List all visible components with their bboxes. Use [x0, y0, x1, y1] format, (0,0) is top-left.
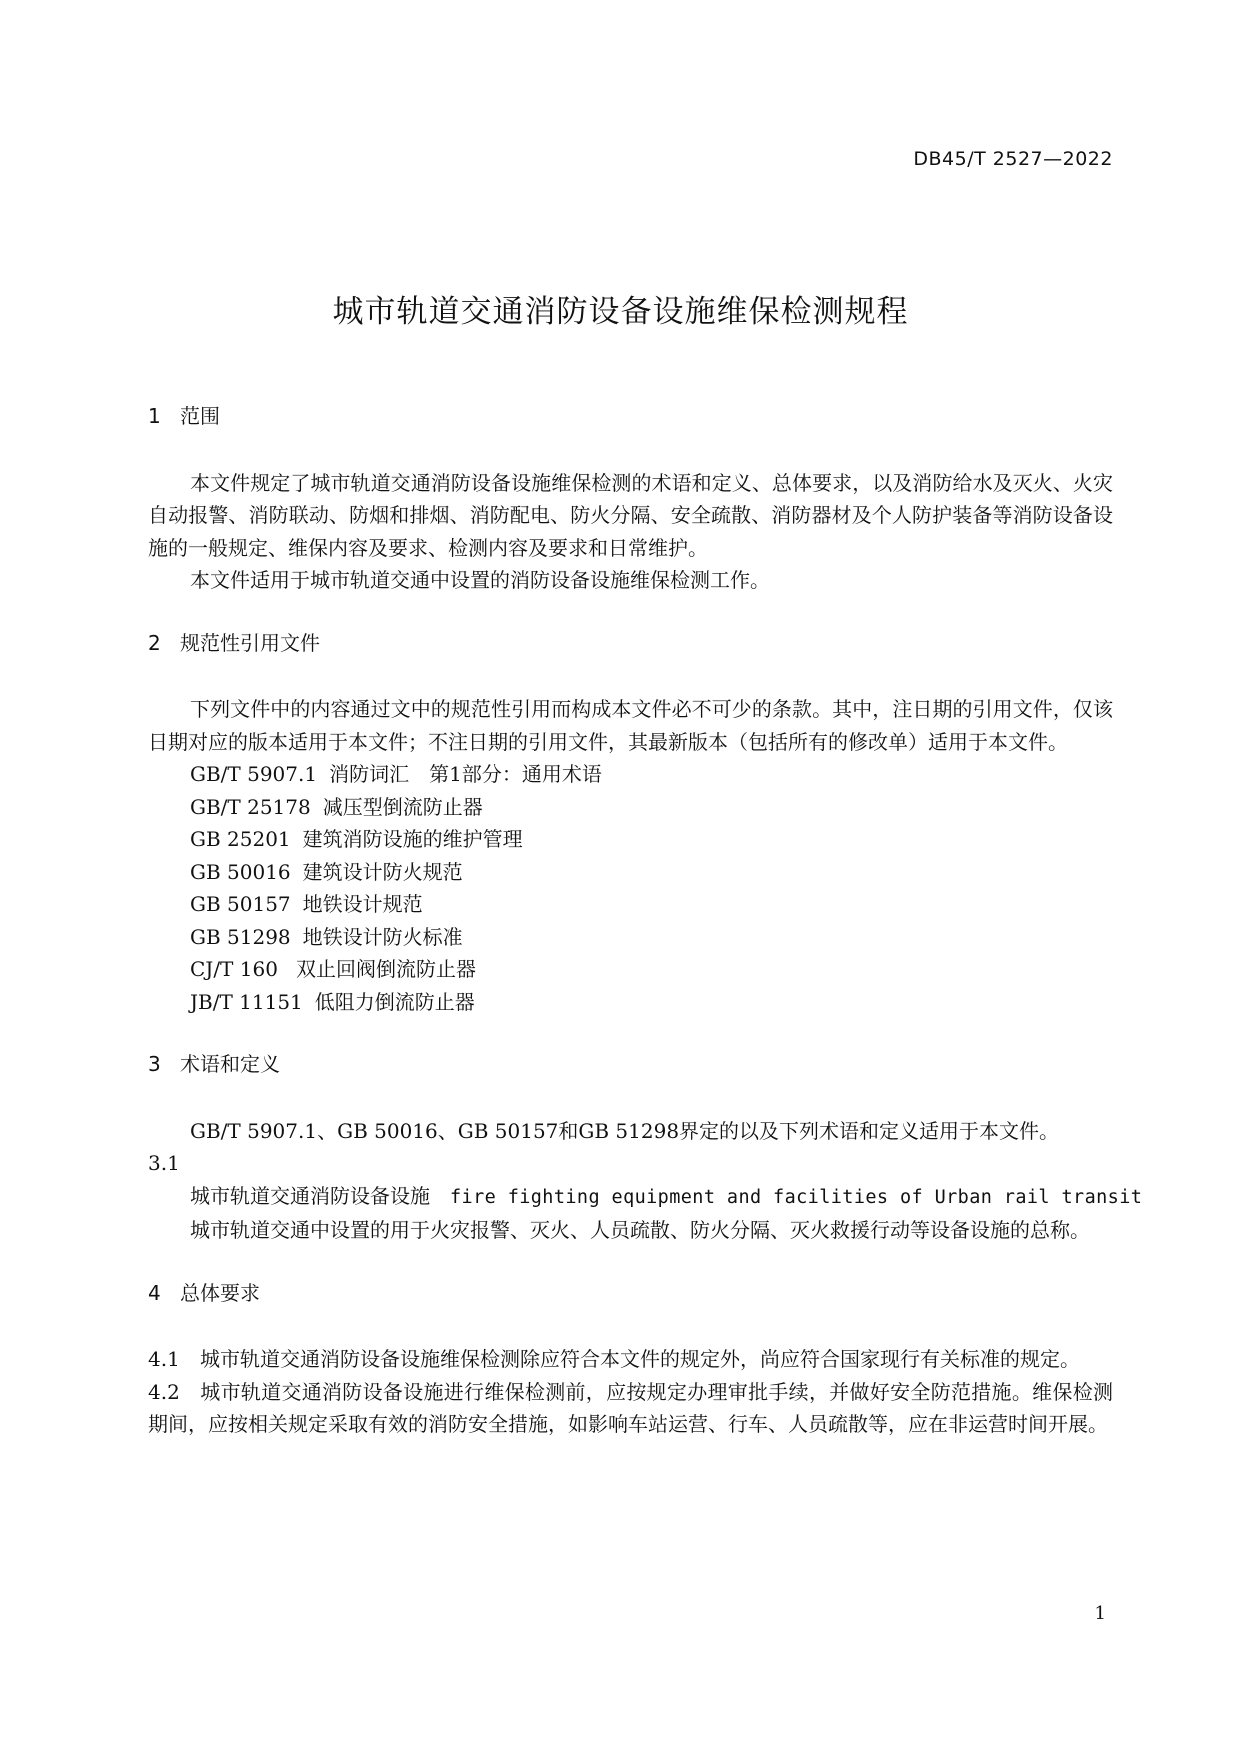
section-title: 术语和定义: [180, 1052, 280, 1076]
reference-item: [148, 823, 1113, 856]
term-heading: [148, 1180, 1143, 1215]
term-number: 3.1: [148, 1151, 180, 1175]
reference-code: GB/T 5907.1: [190, 762, 318, 786]
reference-name: 消防词汇 第1部分：通用术语: [329, 762, 602, 786]
page-number: 1: [1094, 1603, 1106, 1624]
term-definition: 城市轨道交通中设置的用于火灾报警、灭火、人员疏散、防火分隔、灭火救援行动等设备设施的总称。: [190, 1218, 1090, 1242]
section-heading: [148, 400, 1113, 433]
reference-name: 地铁设计防火标准: [302, 924, 463, 949]
term-english: fire fighting equipment and facilities of Urban rail transit: [450, 1186, 1143, 1208]
section-heading: [148, 1277, 1113, 1310]
section-number: 3: [148, 1052, 161, 1076]
reference-item: [148, 856, 1113, 889]
reference-name: 建筑设计防火规范: [302, 859, 463, 884]
clause: [148, 1376, 1113, 1441]
reference-name: 双止回阀倒流防止器: [296, 957, 476, 981]
reference-code: JB/T 11151: [190, 989, 303, 1014]
clause: [148, 1343, 1113, 1376]
reference-code: GB/T 25178: [190, 794, 311, 819]
section-heading: [148, 627, 1113, 660]
reference-code: GB 50157: [190, 892, 291, 916]
reference-name: 减压型倒流防止器: [322, 794, 483, 819]
clause-text: 城市轨道交通消防设备设施进行维保检测前，应按规定办理审批手续，并做好安全防范措施。维保检测期间，应按相关规定采取有效的消防安全措施，如影响车站运营、行车、人员疏散等，应在非运营时间开展。: [148, 1379, 1113, 1436]
section-number: 1: [148, 404, 161, 428]
clause-text: 城市轨道交通消防设备设施维保检测除应符合本文件的规定外，尚应符合国家现行有关标准的规定。: [200, 1347, 1080, 1371]
reference-item: [148, 888, 1113, 921]
reference-name: 地铁设计规范: [302, 892, 423, 916]
document-body: [148, 400, 1143, 1441]
term-chinese: 城市轨道交通消防设备设施: [190, 1183, 430, 1208]
clause-number: 4.2: [148, 1379, 180, 1404]
clause-number: 4.1: [148, 1347, 180, 1371]
reference-code: CJ/T 160: [190, 957, 278, 981]
reference-name: 低阻力倒流防止器: [314, 989, 475, 1014]
reference-item: [148, 758, 1113, 791]
paragraph: GB/T 5907.1、GB 50016、GB 50157和GB 51298界定的以及下列术语和定义适用于本文件。: [190, 1118, 1060, 1143]
reference-item: [148, 953, 1113, 986]
paragraph: 下列文件中的内容通过文中的规范性引用而构成本文件必不可少的条款。其中，注日期的引用文件，仅该日期对应的版本适用于本文件；不注日期的引用文件，其最新版本（包括所有的修改单）适用于本文件。: [148, 697, 1113, 754]
section-title: 规范性引用文件: [180, 630, 320, 655]
section-title: 范围: [180, 404, 220, 428]
document-title: 城市轨道交通消防设备设施维保检测规程: [332, 294, 909, 330]
section-heading: [148, 1048, 1113, 1081]
section-number: 4: [148, 1280, 161, 1305]
reference-name: 建筑消防设施的维护管理: [302, 827, 523, 851]
paragraph: 本文件规定了城市轨道交通消防设备设施维保检测的术语和定义、总体要求，以及消防给水及灭火、火灾自动报警、消防联动、防烟和排烟、消防配电、防火分隔、安全疏散、消防器材及个人防护装备等消防设备设施的一般规定、维保内容及要求、检测内容及要求和日常维护。: [148, 470, 1113, 560]
reference-code: GB 50016: [190, 859, 291, 884]
reference-code: GB 51298: [190, 924, 291, 949]
paragraph: 本文件适用于城市轨道交通中设置的消防设备设施维保检测工作。: [190, 568, 770, 592]
reference-item: [148, 791, 1113, 824]
standard-code: DB45/T 2527—2022: [913, 148, 1113, 170]
section-title: 总体要求: [180, 1280, 260, 1305]
reference-item: [148, 921, 1113, 954]
reference-item: [148, 986, 1113, 1019]
reference-code: GB 25201: [190, 827, 291, 851]
section-number: 2: [148, 630, 161, 655]
